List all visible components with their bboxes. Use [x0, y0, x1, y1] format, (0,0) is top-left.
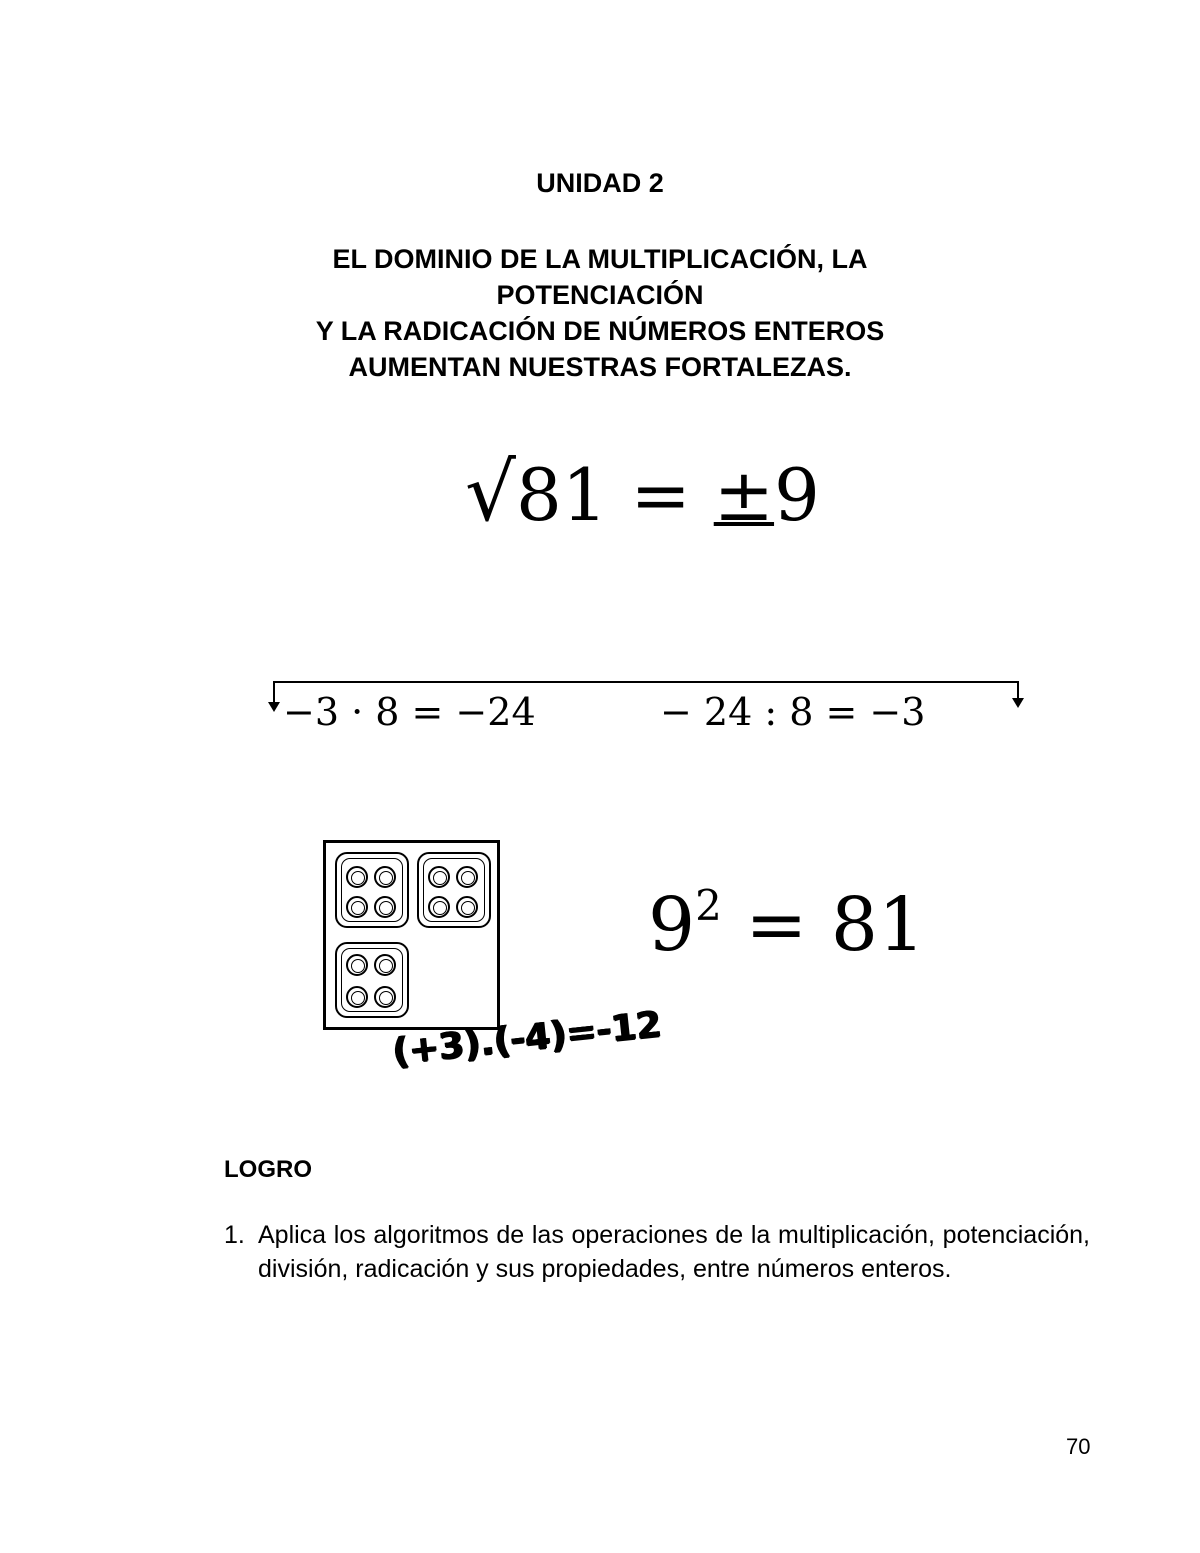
headline-line: EL DOMINIO DE LA MULTIPLICACIÓN, LA	[332, 244, 868, 274]
counter-icon	[374, 896, 396, 918]
counter-icon	[374, 866, 396, 888]
power-base: 9	[648, 882, 696, 968]
square-root-formula	[465, 448, 820, 540]
power-result: 81	[830, 882, 926, 968]
headline-line: Y LA RADICACIÓN DE NÚMEROS ENTEROS	[315, 316, 885, 346]
counter-icon	[346, 866, 368, 888]
plus-minus-sign: ±	[713, 453, 775, 537]
unit-title: UNIDAD 2	[536, 168, 664, 198]
list-item-text: Aplica los algoritmos de las operaciones de la multiplicación, potenciación, división, radicación y sus propiedades, entre números enteros.	[258, 1221, 1090, 1283]
counter-icon	[428, 866, 450, 888]
equals-sign: =	[745, 882, 808, 968]
square-root-sign: √	[465, 446, 516, 539]
product-label: (+3).(-4)=-12	[390, 1004, 664, 1073]
counter-group	[335, 852, 409, 928]
unit-headline	[0, 241, 1200, 385]
counter-icon	[374, 954, 396, 976]
power-exponent: 2	[695, 881, 722, 930]
list-item-number: 1.	[224, 1221, 245, 1249]
counter-group	[335, 942, 409, 1018]
section-title: LOGRO	[224, 1156, 312, 1183]
counter-icon	[346, 954, 368, 976]
counter-icon	[346, 986, 368, 1008]
headline-line: AUMENTAN NUESTRAS FORTALEZAS.	[348, 352, 852, 382]
left-arrowhead-icon	[268, 702, 280, 712]
counter-icon	[456, 866, 478, 888]
counter-icon	[346, 896, 368, 918]
radicand: 81	[515, 453, 608, 537]
counter-icon	[374, 986, 396, 1008]
counter-icon	[428, 896, 450, 918]
achievement-list	[224, 1218, 1090, 1286]
list-item	[224, 1218, 1090, 1286]
counter-icon	[456, 896, 478, 918]
right-arrowhead-icon	[1012, 698, 1024, 708]
division-equation: − 24 : 8 = −3	[660, 690, 926, 734]
power-formula	[648, 860, 925, 971]
root-result: 9	[774, 453, 820, 537]
page-number: 70	[1066, 1434, 1091, 1459]
counter-group	[417, 852, 491, 928]
headline-line: POTENCIACIÓN	[496, 280, 704, 310]
multiplication-equation: −3 · 8 = −24	[283, 690, 536, 734]
equals-sign: =	[630, 453, 691, 537]
counter-tiles-diagram	[323, 840, 500, 1030]
